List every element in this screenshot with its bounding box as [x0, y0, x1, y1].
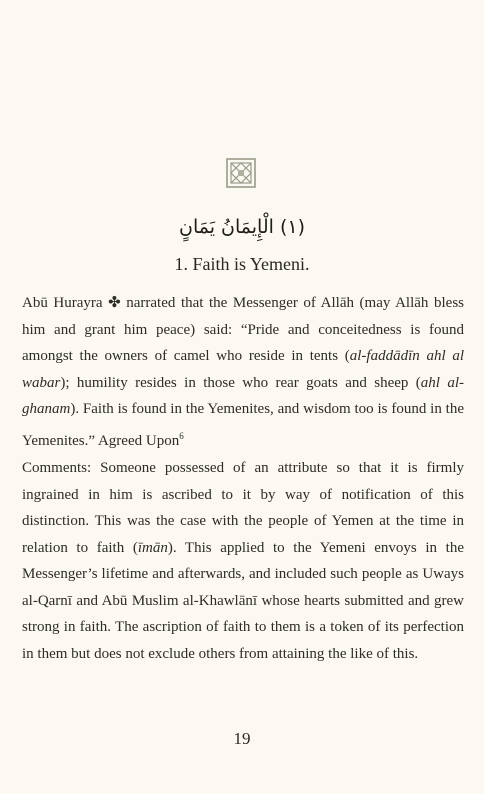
- hadith-paragraph: [22, 290, 464, 454]
- knot-ornament-icon: [226, 158, 256, 188]
- hadith-text: Abū Hurayra: [22, 295, 109, 311]
- comments-paragraph: [22, 455, 464, 667]
- hadith-text: narrated that the Messenger of Allāh (may Allāh bless him and grant him peace) said: “Pride and conceitedness is found amongst the owners of camel who reside in tents (: [22, 295, 464, 364]
- honorific-symbol: ✤: [108, 295, 121, 311]
- transliterated-term: al-faddādīn ahl al wabar: [22, 348, 464, 391]
- footnote-marker: 6: [179, 430, 184, 441]
- page-number: 19: [233, 729, 251, 748]
- comments-text: ). This applied to the Yemeni envoys in the Messenger’s lifetime and afterwards, and included such people as Uways al-Qarnī and Abū Muslim al-Khawlānī whose hearts submitted and grew strong in faith. The ascription of faith to them is a token of its perfection in them but does not exclude others from attaining the like of this.: [22, 539, 464, 662]
- chapter-title-arabic: (١) الْإِيمَانُ يَمَانٍ: [178, 216, 306, 238]
- transliterated-term: ahl al-ghanam: [22, 374, 464, 417]
- chapter-title-english: 1. Faith is Yemeni.: [174, 254, 310, 274]
- hadith-text: ); humility resides in those who rear goats and sheep (: [60, 374, 421, 391]
- hadith-text: ). Faith is found in the Yemenites, and wisdom too is found in the Yemenites.” Agreed Upon: [22, 401, 464, 449]
- comments-text: Comments: Someone possessed of an attribute so that it is firmly ingrained in him is ascribed to it by way of notification of this distinction. This was the case with the people of Yemen at the time in relation to faith (: [22, 460, 464, 556]
- transliterated-term: īmān: [137, 539, 168, 556]
